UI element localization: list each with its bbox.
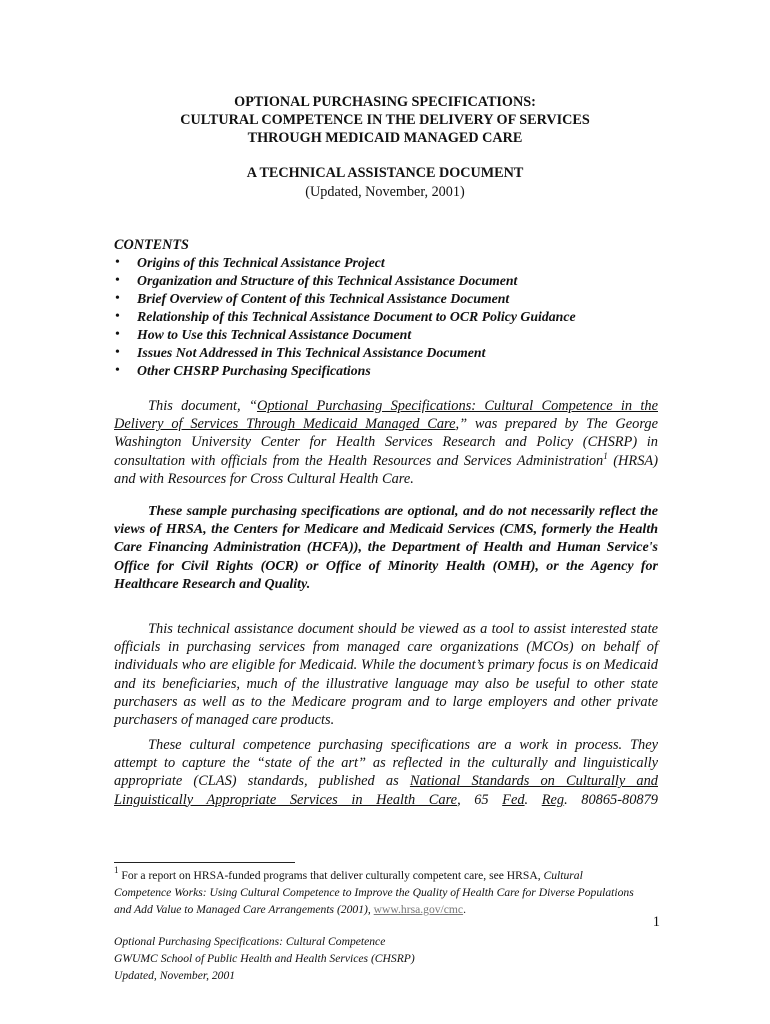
contents-list [114,254,659,380]
bullet-icon: • [115,291,120,306]
bullet-icon: • [115,255,120,270]
purpose-text: This technical assistance document should be viewed as a tool to assist interested state officials in purchasing services from managed care organizations (MCOs) on behalf of individuals who are eligible for Medicaid. While the document’s primary focus is on Medicaid and its beneficiaries, much of the illustrative language may also be useful to other state purchasers as well as to the Medicare program and to large employers and other private purchasers of managed care products. [114,621,658,729]
bullet-icon: • [115,327,120,342]
contents-item-label: Organization and Structure of this Technical Assistance Document [137,273,518,288]
contents-item-label: Other CHSRP Purchasing Specifications [137,363,371,378]
document-title [100,93,670,147]
intro-paragraph [114,397,658,488]
footer-line-3: Updated, November, 2001 [114,969,236,982]
citation-pages: . 80865-80879 [564,791,658,808]
contents-item-label: Origins of this Technical Assistance Project [137,255,385,270]
contents-item [114,308,659,326]
contents-item-label: How to Use this Technical Assistance Document [137,327,412,342]
contents-item [114,326,659,344]
bullet-icon: • [115,273,120,288]
contents-item-label: Relationship of this Technical Assistance Document to OCR Policy Guidance [137,309,576,324]
contents-item-label: Issues Not Addressed in This Technical Assistance Document [137,345,486,360]
footer-line-2: GWUMC School of Public Health and Health Services (CHSRP) [114,952,415,965]
citation-fed: Fed [502,791,525,808]
contents-heading: CONTENTS [114,237,189,253]
contents-section [114,236,659,380]
bullet-icon: • [115,309,120,324]
contents-item [114,272,659,290]
bullet-icon: • [115,363,120,378]
contents-item [114,290,659,308]
footnote-divider [114,862,295,863]
document-subtitle [100,164,670,201]
document-title-reference: Optional Purchasing Specifications: Cultural Competence in the Delivery of Services Through Medicaid Managed Care [114,398,658,433]
contents-item [114,344,659,362]
footnote-period: . [463,903,466,916]
running-footer [114,933,514,984]
bullet-icon: • [115,345,120,360]
footnote-report-title: Cultural Competence Works: Using Cultural Competence to Improve the Quality of Health Care for Diverse Populations and Add Value to Managed Care Arrangements (2001), [114,869,634,916]
title-line-3: THROUGH MEDICAID MANAGED CARE [247,130,523,146]
work-in-process-paragraph [114,736,658,809]
intro-text-start: This document, “ [148,398,257,414]
work-in-process-text: These cultural competence purchasing specifications are a work in process. They attempt to capture the “state of the art” as reflected in the culturally and linguistically appropriate (CLAS) standards, published as [114,737,658,790]
hrsa-link[interactable]: www.hrsa.gov/cmc [373,903,464,916]
clas-standards-title: National Standards on Culturally and Linguistically Appropriate Services in Health Care [114,773,658,808]
title-line-1: OPTIONAL PURCHASING SPECIFICATIONS: [234,94,536,110]
citation-volume: , 65 [457,791,503,808]
footnote [114,867,634,918]
footnote-text: For a report on HRSA-funded programs that deliver culturally competent care, see HRSA, [118,869,544,882]
updated-date: (Updated, November, 2001) [305,184,465,200]
contents-item [114,254,659,272]
purpose-paragraph [114,620,658,729]
disclaimer-paragraph [114,503,658,594]
contents-item-label: Brief Overview of Content of this Technical Assistance Document [137,291,510,306]
intro-text-middle: ,” was prepared by The George Washington University Center for Health Services Research and Policy (CHSRP) in consultation with officials from the Health Resources and Services Administration [114,416,658,469]
page-number: 1 [652,914,660,930]
title-line-2: CULTURAL COMPETENCE IN THE DELIVERY OF SERVICES [180,112,590,128]
intro-text-end: (HRSA) and with Resources for Cross Cultural Health Care. [114,452,658,487]
contents-item [114,362,659,380]
footer-line-1: Optional Purchasing Specifications: Cultural Competence [114,935,386,948]
citation-dot: . [524,791,542,808]
footnote-reference: 1 [603,450,608,461]
subtitle-heading: A TECHNICAL ASSISTANCE DOCUMENT [246,165,524,181]
footnote-marker: 1 [114,865,119,875]
citation-reg: Reg [541,791,565,808]
disclaimer-text: These sample purchasing specifications are optional, and do not necessarily reflect the views of HRSA, the Centers for Medicare and Medicaid Services (CMS, formerly the Health Care Financing Administration (HCFA)), the Department of Health and Human Service's Office for Civil Rights (OCR) or Office of Minority Health (OMH), or the Agency for Healthcare Research and Quality. [114,504,658,592]
